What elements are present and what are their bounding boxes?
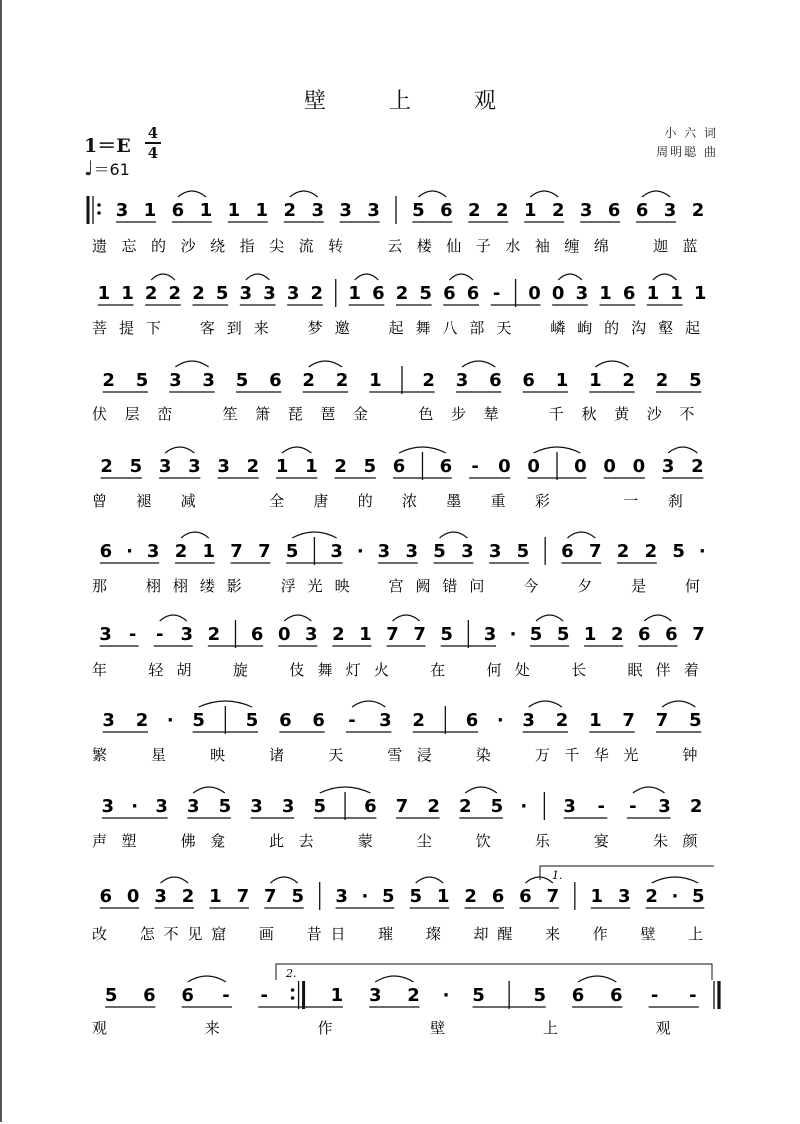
note-digit: 1 [227,200,241,221]
note-digit: 2 [427,796,440,817]
note-digit: 1 [589,710,602,731]
note-digit: 1 [523,200,537,221]
note-digit: 3 [455,370,469,391]
note-digit: 0 [632,456,646,477]
slur-arc [465,787,497,793]
slur-arc [270,877,297,883]
slur-arc [181,532,209,538]
note-digit: 6 [635,200,649,221]
note-digit: 1 [255,200,269,221]
note-digit: 1 [143,200,157,221]
repeat-dot [291,988,295,992]
note-digit: 7 [264,886,277,907]
slur-arc [309,361,342,367]
note-digit: 3 [488,541,502,562]
note-digit: 3 [368,985,382,1006]
note-digit: 3 [217,456,230,477]
note-digit: 3 [158,456,172,477]
note-digit: 2 [412,710,425,731]
first-ending-label: 1. [552,869,563,882]
note-digit: 5 [529,624,543,645]
augmentation-dot: · [131,796,139,817]
note-digit: 7 [622,710,635,731]
note-digit: 6 [312,710,325,731]
note-digit: 3 [180,624,194,645]
note-digit: 1 [330,985,344,1006]
note-digit: 2 [310,283,324,304]
note-digit: 6 [571,985,585,1006]
note-digit: 5 [689,710,702,731]
note-digit: 2 [691,456,704,477]
note-digit: 3 [617,886,631,907]
note-digit: 6 [440,200,453,221]
note-digit: 6 [279,710,292,731]
slur-arc [595,361,628,367]
note-digit: 3 [367,200,380,221]
score-line [92,447,704,510]
note-digit: 3 [579,200,593,221]
note-digit: - [597,796,606,817]
note-digit: 2 [555,710,569,731]
note-digit: 6 [250,624,264,645]
slur-arc [440,532,468,538]
slur-arc [525,877,552,883]
slur-arc [151,274,175,280]
note-digit: 3 [339,200,352,221]
note-digit: 2 [464,886,477,907]
note-digit: 2 [144,283,158,304]
note-digit: 5 [135,370,149,391]
score-line [92,787,702,850]
score-line [92,877,705,943]
note-digit: 5 [245,710,259,731]
note-digit: 3 [239,283,253,304]
note-digit: 5 [419,283,432,304]
augmentation-dot: · [509,624,517,645]
note-digit: 3 [202,370,215,391]
note-digit: 6 [489,370,502,391]
song-title: 壁 上 观 [304,89,524,114]
note-digit: 1 [670,283,683,304]
note-digit: 6 [610,985,623,1006]
note-digit: 3 [115,200,129,221]
note-digit: 1 [359,624,372,645]
note-digit: 1 [305,456,318,477]
augmentation-dot: · [520,796,528,817]
note-digit: 2 [622,370,635,391]
note-digit: 6 [171,200,185,221]
lyric-line: 年 轻 胡 旋 伎 舞 灯 火 在 何 处 长 眠 伴 着 [92,661,699,679]
note-digit: - [222,985,230,1006]
note-digit: 5 [556,624,570,645]
note-digit: 1 [202,541,216,562]
slur-arc [652,877,699,883]
note-digit: 2 [332,624,345,645]
note-digit: 5 [533,985,547,1006]
note-digit: 7 [692,624,705,645]
first-ending-bracket [540,866,714,882]
note-digit: 3 [102,710,115,731]
note-digit: 1 [369,370,382,391]
note-digit: 7 [588,541,602,562]
slur-arc [633,787,665,793]
slur-arc [418,191,446,197]
note-digit: 6 [622,283,636,304]
slur-arc [355,274,379,280]
lyric-line: 那 栩 栩 缕 影 浮 光 映 宫 阙 错 问 今 夕 是 何 [92,577,701,595]
note-digit: 5 [382,886,395,907]
note-digit: - [128,624,137,645]
note-digit: 6 [181,985,194,1006]
slur-arc [642,191,670,197]
score-line [92,532,706,595]
note-digit: 1 [599,283,612,304]
note-digit: 5 [285,541,299,562]
note-digit: 2 [395,283,409,304]
tempo-value: ＝61 [93,160,130,179]
note-digit: 3 [146,541,160,562]
slur-arc [188,976,226,982]
slur-arc [558,274,582,280]
note-digit: 0 [126,886,140,907]
note-digit: 0 [528,283,541,304]
augmentation-dot: · [356,541,364,562]
note-digit: 3 [563,796,576,817]
note-digit: 3 [379,710,392,731]
lyric-line: 繁 星 映 诸 天 雪 浸 染 万 千 华 光 钟 [92,746,698,764]
second-ending-bracket [276,964,712,980]
note-digit: 6 [466,283,480,304]
note-digit: 2 [335,370,349,391]
note-digit: 3 [188,456,201,477]
note-digit: 2 [644,541,658,562]
note-digit: 1 [121,283,134,304]
note-digit: 3 [377,541,391,562]
note-digit: 5 [129,456,143,477]
note-digit: 0 [277,624,291,645]
second-ending-label: 2. [286,967,297,980]
note-digit: 5 [412,200,425,221]
score-line [92,976,699,1037]
time-signature-top: 4 [147,124,159,142]
note-digit: 2 [610,624,624,645]
note-digit: 0 [551,283,565,304]
note-digit: 1 [209,886,222,907]
note-digit: 5 [516,541,530,562]
slur-arc [536,615,563,621]
note-digit: 7 [395,796,409,817]
note-digit: 2 [168,283,182,304]
note-digit: 2 [616,541,630,562]
slur-arc [175,361,208,367]
note-digit: - [689,985,697,1006]
note-digit: 2 [551,200,565,221]
note-digit: 5 [192,710,205,731]
note-digit: 5 [313,796,327,817]
note-digit: 2 [689,796,703,817]
lyric-line: 菩 提 下 客 到 来 梦 邀 起 舞 八 部 天 嶙 峋 的 沟 壑 起 [92,319,701,337]
note-digit: 0 [498,456,511,477]
slur-arc [393,615,420,621]
note-digit: 5 [440,624,453,645]
note-digit: 5 [363,456,377,477]
key-signature: 1＝E [84,135,131,157]
note-digit: 5 [218,796,232,817]
lyric-line: 伏 层 峦 笙 箫 琵 琶 金 色 步 辇 千 秋 黄 沙 不 [92,405,695,423]
note-digit: - [348,710,356,731]
note-digit: - [260,985,268,1006]
note-digit: 1 [583,624,597,645]
note-digit: 1 [589,370,602,391]
quarter-note-icon: ♩ [84,156,94,180]
note-digit: 3 [330,541,343,562]
note-digit: 2 [246,456,260,477]
lyric-line: 改 怎 不 见 窟 画 昔 日 璀 璨 却 醒 来 作 壁 上 [92,925,704,943]
slur-arc [165,447,194,453]
note-digit: 3 [522,710,535,731]
score-line [92,615,705,679]
note-digit: 6 [99,541,113,562]
slur-arc [161,877,188,883]
slur-arc [662,701,695,707]
note-digit: 1 [199,200,213,221]
note-digit: 7 [258,541,271,562]
note-digit: 3 [663,200,677,221]
note-digit: 7 [386,624,399,645]
note-digit: 6 [372,283,385,304]
slur-arc [352,701,385,707]
note-digit: 3 [575,283,589,304]
note-digit: 2 [283,200,297,221]
note-digit: 5 [215,283,229,304]
note-digit: 2 [181,886,195,907]
note-digit: 1 [693,283,707,304]
score-line [92,191,704,255]
note-digit: 2 [655,370,669,391]
note-digit: 1 [555,370,569,391]
note-digit: 6 [99,886,112,907]
repeat-dot [291,996,295,1000]
note-digit: 3 [461,541,474,562]
note-digit: 6 [364,796,377,817]
lyricist-credit: 小 六 词 [664,126,718,140]
note-digit: 2 [691,200,705,221]
note-digit: 5 [692,886,705,907]
time-signature-bottom: 4 [147,144,159,162]
slur-arc [529,701,562,707]
note-digit: 2 [334,456,347,477]
lyric-line: 遗 忘 的 沙 绕 指 尖 流 转 云 楼 仙 子 水 袖 缠 绵 迦 蓝 [92,237,698,255]
slur-arc [578,976,616,982]
note-digit: 1 [646,283,660,304]
augmentation-dot: · [496,710,504,731]
note-digit: 3 [281,796,295,817]
note-digit: 6 [143,985,156,1006]
slur-arc [462,361,495,367]
note-digit: 3 [311,200,324,221]
slur-arc [290,191,318,197]
note-digit: 7 [230,541,243,562]
note-digit: 3 [405,541,418,562]
note-digit: 2 [100,456,113,477]
slur-arc [449,274,473,280]
augmentation-dot: · [166,710,174,731]
score-line [92,361,702,423]
note-digit: 3 [99,624,112,645]
note-digit: 5 [689,370,702,391]
note-digit: 1 [275,456,289,477]
note-digit: 5 [104,985,118,1006]
note-digit: 7 [236,886,250,907]
composer-credit: 周明聪 曲 [656,145,718,159]
slur-arc [375,976,413,982]
note-digit: 3 [658,796,671,817]
note-digit: 1 [590,886,604,907]
note-digit: 6 [638,624,651,645]
note-digit: 6 [269,370,282,391]
score-line [92,701,702,764]
note-digit: 3 [661,456,675,477]
note-digit: 3 [305,624,318,645]
note-digit: 2 [135,710,149,731]
note-digit: - [492,283,501,304]
note-digit: 5 [490,796,504,817]
note-digit: 1 [97,283,111,304]
note-digit: 6 [665,624,678,645]
note-digit: 5 [472,985,485,1006]
score-line [92,274,706,337]
note-digit: 2 [302,370,315,391]
note-digit: 0 [574,456,587,477]
note-digit: 2 [468,200,481,221]
note-digit: 6 [522,370,535,391]
note-digit: 6 [443,283,456,304]
note-digit: 3 [483,624,497,645]
note-digit: 6 [439,456,453,477]
note-digit: 7 [655,710,669,731]
note-digit: 2 [496,200,509,221]
note-digit: 1 [348,283,361,304]
note-digit: 2 [192,283,205,304]
note-digit: - [650,985,659,1006]
note-digit: 2 [174,541,188,562]
note-digit: 2 [102,370,115,391]
note-digit: 3 [335,886,348,907]
note-digit: 3 [250,796,263,817]
note-digit: 2 [407,985,420,1006]
augmentation-dot: · [361,886,369,907]
note-digit: 6 [519,886,532,907]
augmentation-dot: · [671,886,679,907]
note-digit: 5 [235,370,249,391]
slur-arc [653,274,677,280]
lyric-line: 曾 褪 减 全 唐 的 浓 墨 重 彩 一 刹 [92,492,683,510]
note-digit: 6 [607,200,621,221]
note-digit: 7 [546,886,560,907]
note-digit: 2 [458,796,472,817]
augmentation-dot: · [698,541,706,562]
slur-arc [416,877,443,883]
augmentation-dot: · [126,541,133,562]
note-digit: 7 [413,624,426,645]
note-digit: - [471,456,479,477]
slur-arc [178,191,206,197]
slur-arc [160,615,187,621]
slur-arc [530,191,558,197]
note-digit: 0 [527,456,540,477]
slur-arc [284,615,311,621]
slur-arc [668,447,697,453]
note-digit: - [155,624,164,645]
note-digit: 6 [561,541,574,562]
note-digit: 3 [155,796,168,817]
note-digit: 5 [672,541,685,562]
augmentation-dot: · [442,985,450,1006]
lyric-line: 声 塑 佛 龛 此 去 蒙 尘 饮 乐 宴 朱 颜 [92,832,698,850]
slur-arc [193,787,225,793]
note-digit: 3 [186,796,200,817]
note-digit: 3 [263,283,276,304]
note-digit: 5 [433,541,446,562]
slur-arc [282,447,311,453]
note-digit: 1 [436,886,450,907]
note-digit: 3 [169,370,182,391]
note-digit: 2 [207,624,221,645]
slur-arc [246,274,270,280]
slur-arc [567,532,595,538]
note-digit: 5 [409,886,422,907]
note-digit: 2 [422,370,435,391]
note-digit: 6 [491,886,505,907]
note-digit: 5 [291,886,305,907]
lyric-line: 观 来 作 壁 上 观 [92,1019,671,1037]
slur-arc [644,615,671,621]
note-digit: 6 [392,456,406,477]
note-digit: 0 [603,456,616,477]
note-digit: 3 [286,283,300,304]
note-digit: 3 [154,886,167,907]
note-digit: 2 [645,886,658,907]
note-digit: - [629,796,637,817]
note-digit: 3 [101,796,115,817]
repeat-start-sign [88,196,101,224]
note-digit: 6 [465,710,479,731]
